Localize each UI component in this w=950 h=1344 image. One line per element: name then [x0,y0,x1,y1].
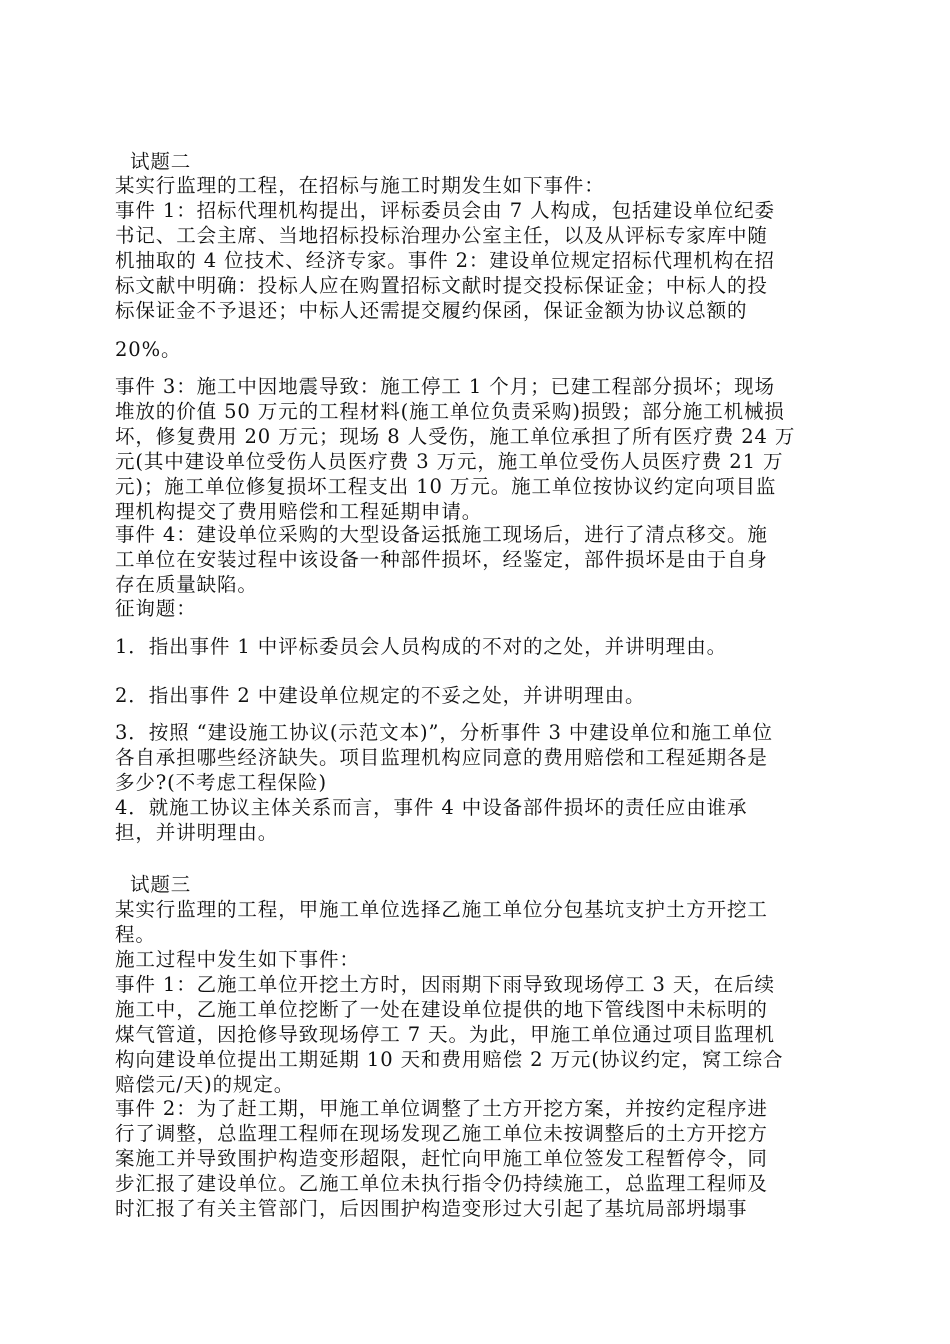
text-line: 赔偿元/天)的规定。 [115,1073,295,1096]
section-title: 试题三 [130,873,192,896]
question-item: 4．就施工协议主体关系而言，事件 4 中设备部件损坏的责任应由谁承 [115,796,748,819]
text-line: 施工过程中发生如下事件： [115,948,360,971]
question-item: 1．指出事件 1 中评标委员会人员构成的不对的之处，并讲明理由。 [115,635,728,658]
text-line: 煤气管道，因抢修导致现场停工 7 天。为此，甲施工单位通过项目监理机 [115,1023,775,1046]
text-line: 存在质量缺陷。 [115,573,258,596]
text-line: 施工中，乙施工单位挖断了一处在建设单位提供的地下管线图中未标明的 [115,998,768,1021]
text-line: 时汇报了有关主管部门，后因围护构造变形过大引起了基坑局部坍塌事 [115,1197,748,1220]
text-line: 元(其中建设单位受伤人员医疗费 3 万元，施工单位受伤人员医疗费 21 万 [115,450,784,473]
text-line: 案施工并导致围护构造变形超限，赶忙向甲施工单位签发工程暂停令，同 [115,1147,768,1170]
text-line: 书记、工会主席、当地招标投标治理办公室主任，以及从评标专家库中随 [115,224,768,247]
text-line: 行了调整，总监理工程师在现场发现乙施工单位未按调整后的土方开挖方 [115,1122,768,1145]
text-line: 多少?(不考虑工程保险) [115,771,327,794]
text-line: 工单位在安装过程中该设备一种部件损坏，经鉴定，部件损坏是由于自身 [115,548,768,571]
text-line: 20%。 [115,338,182,361]
question-item: 3．按照 “建设施工协议(示范文本)”，分析事件 3 中建设单位和施工单位 [115,721,773,744]
text-line: 标文献中明确：投标人应在购置招标文献时提交投标保证金；中标人的投 [115,274,768,297]
text-line: 元)；施工单位修复损坏工程支出 10 万元。施工单位按协议约定向项目监 [115,475,777,498]
text-line: 某实行监理的工程，在招标与施工时期发生如下事件： [115,174,605,197]
text-line: 程。 [115,923,156,946]
text-line: 机抽取的 4 位技术、经济专家。事件 2：建设单位规定招标代理机构在招 [115,249,775,272]
section-title: 试题二 [130,150,192,173]
text-line: 某实行监理的工程，甲施工单位选择乙施工单位分包基坑支护土方开挖工 [115,898,768,921]
text-line: 各自承担哪些经济缺失。项目监理机构应同意的费用赔偿和工程延期各是 [115,746,768,769]
text-line: 标保证金不予退还；中标人还需提交履约保函，保证金额为协议总额的 [115,299,748,322]
text-line: 事件 3：施工中因地震导致：施工停工 1 个月；已建工程部分损坏；现场 [115,375,775,398]
text-line: 事件 1：乙施工单位开挖土方时，因雨期下雨导致现场停工 3 天，在后续 [115,973,775,996]
text-line: 事件 1：招标代理机构提出，评标委员会由 7 人构成，包括建设单位纪委 [115,199,775,222]
text-line: 步汇报了建设单位。乙施工单位未执行指令仍持续施工，总监理工程师及 [115,1172,768,1195]
text-line: 事件 4：建设单位采购的大型设备运抵施工现场后，进行了清点移交。施 [115,523,768,546]
text-line: 事件 2：为了赶工期，甲施工单位调整了土方开挖方案，并按约定程序进 [115,1097,768,1120]
text-line: 坏，修复费用 20 万元；现场 8 人受伤，施工单位承担了所有医疗费 24 万 [115,425,796,448]
text-line: 构向建设单位提出工期延期 10 天和费用赔偿 2 万元(协议约定，窝工综合 [115,1048,784,1071]
text-line: 征询题： [115,597,197,620]
text-line: 堆放的价值 50 万元的工程材料(施工单位负责采购)损毁；部分施工机械损 [115,400,785,423]
question-item: 2．指出事件 2 中建设单位规定的不妥之处，并讲明理由。 [115,684,646,707]
text-line: 担，并讲明理由。 [115,821,279,844]
text-line: 理机构提交了费用赔偿和工程延期申请。 [115,500,483,523]
